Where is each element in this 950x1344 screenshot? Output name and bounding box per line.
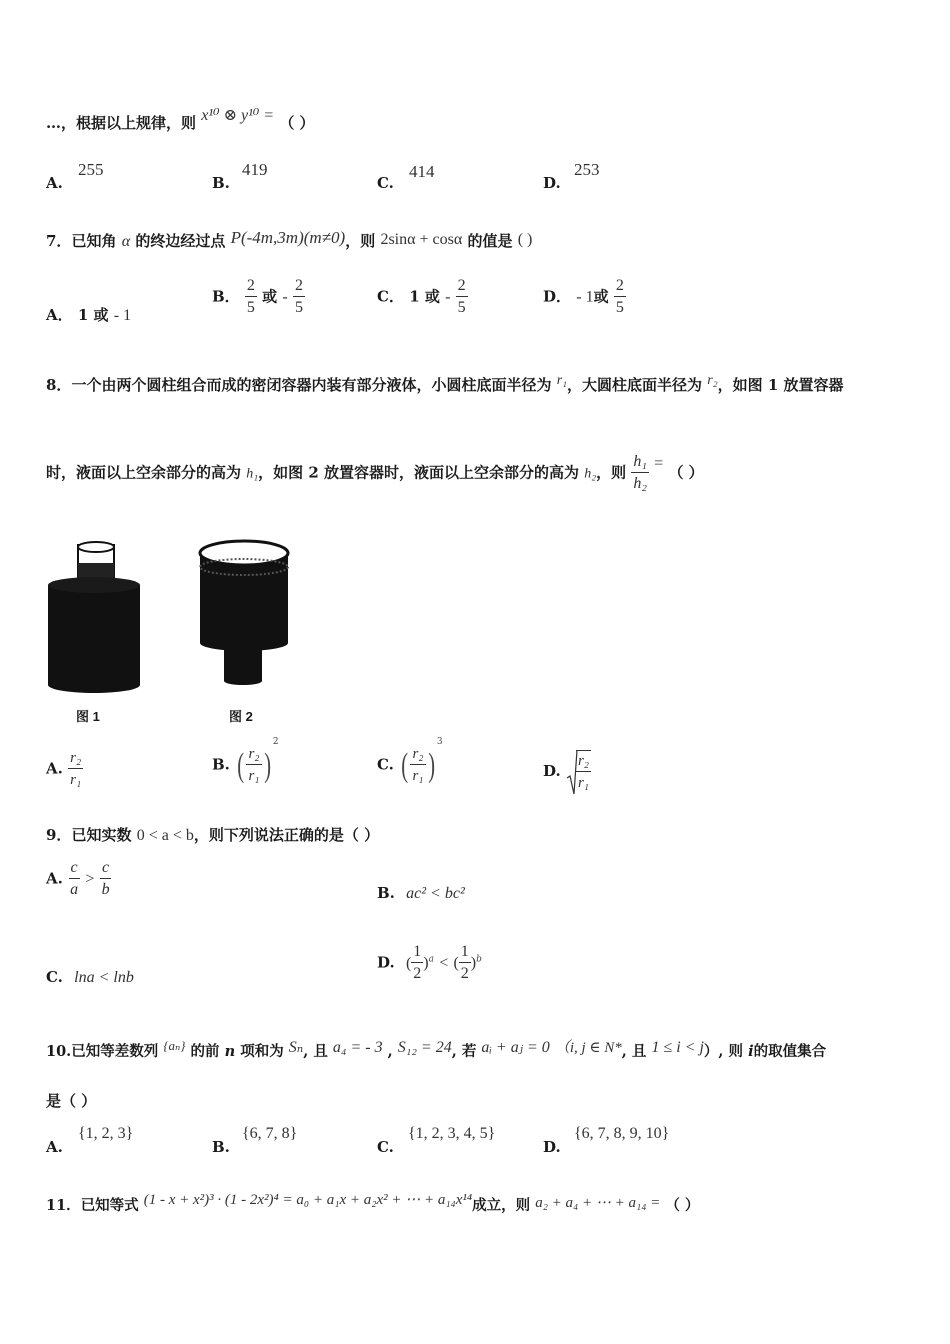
q9-option-d-label: D. <box>377 953 395 972</box>
fraction <box>68 748 83 791</box>
q10-line-2: 是（ ） <box>46 1092 97 1110</box>
greater-than: > <box>85 870 95 888</box>
q6-option-c-value: 414 <box>409 162 435 181</box>
equals-sign: = <box>654 454 664 472</box>
q10-option-c-value: {1, 2, 3, 4, 5} <box>408 1125 496 1142</box>
q11-text: 已知等式 <box>80 1197 139 1214</box>
fraction <box>614 276 626 319</box>
q7-option-c <box>377 276 468 319</box>
q7-option-b <box>212 276 305 319</box>
q10-sn: Sₙ <box>288 1039 304 1056</box>
q8-option-d <box>543 748 591 796</box>
q11-line <box>46 1194 699 1215</box>
q10-num: 10. <box>46 1043 72 1060</box>
left-paren: ( <box>237 746 245 784</box>
right-paren: ) <box>427 746 435 784</box>
q10-condition: aᵢ + aⱼ = 0 <box>481 1039 550 1056</box>
q9-condition: 0 < a < b <box>136 827 194 844</box>
q8-text: 一个由两个圆柱组合而成的密闭容器内装有部分液体，小圆柱底面半径为 <box>71 376 552 394</box>
q7-text: 已知角 <box>71 232 117 250</box>
q11-text: 成立，则 <box>472 1197 531 1214</box>
q8-h2: h₂ <box>584 466 597 482</box>
fraction <box>100 858 112 901</box>
q11-expression: (1 - x + x²)³ · (1 - 2x²)⁴ = a₀ + a₁x + a₂x² + ⋯ + a₁₄x¹⁴ <box>143 1192 473 1208</box>
numerator: 1 <box>411 942 423 963</box>
q6-option-d-value: 253 <box>574 160 600 179</box>
numerator: 1 <box>459 942 471 963</box>
q10-option-a-value: {1, 2, 3} <box>78 1125 134 1142</box>
q10-text: 已知等差数列 <box>71 1043 159 1060</box>
minus-sign: - <box>282 288 288 306</box>
q7-option-c-label: C． <box>377 287 404 306</box>
q8-option-a-label: A. <box>46 759 63 778</box>
numerator: r₂ <box>68 748 83 769</box>
figure-2-container <box>200 541 288 685</box>
fraction <box>631 452 649 495</box>
figure-1-label: 图 1 <box>76 709 100 724</box>
exponent: b <box>476 954 482 965</box>
q10-text: , 若 <box>451 1043 477 1060</box>
q7-text: 的值是 <box>467 232 513 250</box>
q10-text: ）, 则 <box>703 1043 744 1060</box>
q8-h1: h₁ <box>246 466 259 482</box>
q10-ij: （i, j ∈ N* <box>554 1040 622 1056</box>
q7-option-c-text: 1 或 <box>409 287 440 306</box>
q7-option-d-value: - 1 <box>576 288 594 306</box>
denominator: r₁ <box>577 775 589 791</box>
q7-option-d-label: D． <box>543 287 572 306</box>
denominator: 5 <box>457 299 466 316</box>
q9-text: 已知实数 <box>71 826 132 844</box>
numerator: 2 <box>245 276 257 297</box>
q7-option-b-label: B． <box>212 287 240 306</box>
q6-line <box>46 107 315 133</box>
q7-text: ，则 <box>345 232 376 250</box>
q6-option-b-label: B. <box>212 174 230 192</box>
numerator: r₂ <box>410 744 425 765</box>
right-paren: ) <box>423 954 429 972</box>
q7-expr: 2sinα + cosα <box>380 231 463 248</box>
q8-text: ，大圆柱底面半径为 <box>567 376 703 394</box>
q9-option-a <box>46 858 112 901</box>
q9-option-d <box>377 942 482 985</box>
q10-text: 的前 <box>190 1043 220 1060</box>
numerator: r₂ <box>246 744 261 765</box>
q6-option-d-label: D. <box>543 174 561 192</box>
q10-option-d-label: D. <box>543 1138 561 1156</box>
denominator: h₂ <box>633 475 647 492</box>
q10-seq: {aₙ} <box>163 1038 186 1053</box>
q10-inequality: 1 ≤ i < j <box>651 1039 704 1056</box>
q7-option-a-text: 1 或 <box>77 306 109 324</box>
denominator: r₁ <box>70 772 82 788</box>
left-paren: ( <box>401 746 409 784</box>
q7-option-a-label: A． <box>46 306 73 324</box>
q8-blank: （ ） <box>668 463 704 482</box>
q8-option-c <box>377 736 443 787</box>
q7-option-a <box>46 304 131 325</box>
fraction <box>293 276 305 319</box>
q10-a4: a₄ = - 3 <box>332 1039 383 1056</box>
q10-option-d-value: {6, 7, 8, 9, 10} <box>574 1125 670 1142</box>
q10-option-a-label: A. <box>46 1138 63 1156</box>
fraction <box>459 942 471 985</box>
less-than: < <box>439 954 449 972</box>
q6-intro: …，根据以上规律，则 <box>46 114 197 132</box>
denominator: 2 <box>460 965 469 982</box>
denominator: 5 <box>615 299 624 316</box>
denominator: a <box>70 881 79 898</box>
q8-option-d-label: D. <box>543 762 561 780</box>
q10-text: , 且 <box>303 1043 328 1060</box>
numerator: 2 <box>614 276 626 297</box>
q6-option-a-label: A. <box>46 174 63 192</box>
figure-1-container <box>48 542 140 693</box>
q10-s12: S₁₂ = 24 <box>397 1039 452 1056</box>
q10-option-b-value: {6, 7, 8} <box>242 1125 298 1142</box>
minus-sign: - <box>445 288 451 306</box>
denominator: r₁ <box>412 768 424 784</box>
q7-line <box>46 230 532 251</box>
right-paren: ) <box>263 746 271 784</box>
fraction <box>410 744 425 787</box>
denominator: r₁ <box>248 768 260 784</box>
q8-r1: r₁ <box>556 373 568 388</box>
q7-blank: ( ) <box>517 231 533 248</box>
q8-line-1 <box>46 374 843 395</box>
q8-text: ，则 <box>596 463 627 482</box>
fraction <box>411 942 423 985</box>
q9-option-c-label: C. <box>46 968 63 986</box>
q10-line-1 <box>46 1040 826 1061</box>
q9-option-c-expr: lna < lnb <box>74 969 134 986</box>
numerator: 2 <box>293 276 305 297</box>
q8-num: 8． <box>46 376 72 394</box>
numerator: c <box>69 858 80 879</box>
q8-text: 时，液面以上空余部分的高为 <box>46 463 242 482</box>
numerator: r₂ <box>576 751 591 772</box>
q8-r2: r₂ <box>707 373 718 388</box>
q6-option-b-value: 419 <box>242 160 268 179</box>
numerator: h₁ <box>631 452 649 473</box>
left-paren: ( <box>405 954 412 972</box>
exponent: 3 <box>436 736 443 747</box>
q10-n: n <box>224 1043 236 1060</box>
q8-option-a <box>46 748 83 791</box>
q7-alpha: α <box>121 233 131 250</box>
q7-num: 7． <box>46 232 72 250</box>
q8-text: ，如图 1 放置容器 <box>717 376 844 394</box>
numerator: c <box>100 858 111 879</box>
q11-blank: （ ） <box>665 1197 700 1214</box>
q10-option-c-label: C. <box>377 1138 394 1156</box>
left-paren: ( <box>453 954 459 972</box>
figure-2-label: 图 2 <box>229 709 253 724</box>
q9-option-a-label: A. <box>46 869 63 888</box>
q8-figures <box>40 535 300 700</box>
q11-num: 11． <box>46 1197 81 1214</box>
q6-option-a-value: 255 <box>78 160 104 179</box>
q7-point: P(-4m,3m)(m≠0) <box>230 228 346 247</box>
q10-comma: , <box>387 1043 393 1060</box>
fraction <box>68 858 80 901</box>
q7-text: 的终边经过点 <box>135 232 226 250</box>
q9-num: 9． <box>46 826 72 844</box>
fraction <box>456 276 468 319</box>
q7-option-d <box>543 276 626 319</box>
q7-option-d-or: 或 <box>593 287 609 306</box>
fraction <box>246 744 261 787</box>
q8-option-b <box>212 736 279 787</box>
q10-text: 项和为 <box>240 1043 284 1060</box>
q6-expr: x¹⁰ ⊗ y¹⁰ = <box>201 107 275 124</box>
q9-line <box>46 824 379 845</box>
q9-option-c <box>46 968 134 987</box>
q7-option-b-or: 或 <box>262 287 278 306</box>
q11-sum: a₂ + a₄ + ⋯ + a₁₄ = <box>535 1195 661 1211</box>
fraction <box>576 750 591 794</box>
q8-option-b-label: B. <box>212 755 230 774</box>
denominator: b <box>101 881 110 898</box>
q10-text: , 且 <box>621 1043 647 1060</box>
fraction <box>245 276 257 319</box>
q9-option-b <box>377 884 465 903</box>
exponent: 2 <box>272 736 279 747</box>
q10-text: 的取值集合 <box>753 1043 827 1060</box>
denominator: 2 <box>413 965 422 982</box>
q8-line-2 <box>46 452 704 495</box>
q6-blank: （ ） <box>279 114 315 132</box>
q7-option-a-value: - 1 <box>113 307 132 324</box>
q10-i: i <box>748 1043 754 1060</box>
q8-option-c-label: C. <box>377 755 394 774</box>
q9-option-b-label: B. <box>377 884 395 902</box>
q9-text: ，则下列说法正确的是（ ） <box>193 826 380 844</box>
denominator: 5 <box>246 299 255 316</box>
right-paren: ) <box>470 954 477 972</box>
denominator: 5 <box>294 299 303 316</box>
q10-option-b-label: B. <box>212 1138 230 1156</box>
numerator: 2 <box>456 276 468 297</box>
exponent: a <box>428 954 434 965</box>
q6-option-c-label: C. <box>377 174 394 192</box>
q9-option-b-expr: ac² < bc² <box>406 885 465 902</box>
q8-text: ，如图 2 放置容器时，液面以上空余部分的高为 <box>258 463 580 482</box>
